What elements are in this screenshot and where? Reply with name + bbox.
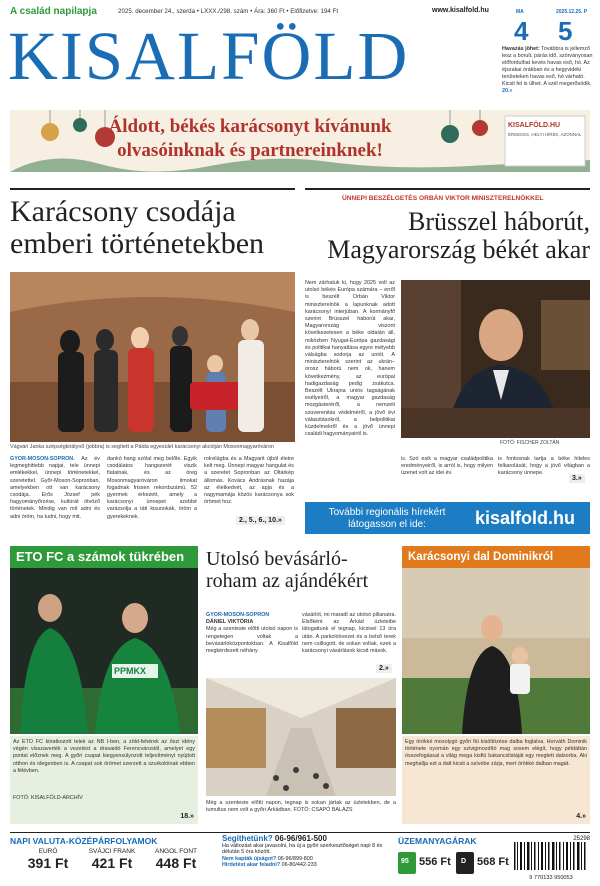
currency-value: 448 Ft <box>155 855 197 871</box>
banner-line-1: Áldott, békés karácsonyt kívánunk <box>108 116 392 137</box>
divider <box>10 832 590 833</box>
shopping-ref[interactable]: 2.» <box>376 664 392 673</box>
weather-text <box>502 46 594 95</box>
weather-ref: 20.» <box>502 88 513 94</box>
shopping-caption <box>206 800 396 824</box>
eto-ref[interactable]: 18.» <box>180 813 194 820</box>
eto-caption-box <box>10 736 198 824</box>
eto-box <box>10 546 198 824</box>
shopping-col1 <box>206 612 298 676</box>
story1-headline-line-1: Karácsony csodája <box>10 195 236 228</box>
story1-caption: Vágvári Janka szépségkirálynő (jobbra) is segített a Pálda egyesület karácsonyi akcióján Mosonmagyaróváron <box>10 444 274 450</box>
currency-eur <box>18 848 78 871</box>
promo-line-2: látogasson el ide: <box>348 519 426 530</box>
shopping-caption-text: Még a szenteste előtti napon, tegnap is sokan jártak az üzletekben, de a tumultus nem volt a győri Árkádban. <box>206 800 396 814</box>
help-title: Segíthetünk? <box>222 834 273 843</box>
promo-site[interactable]: kisalfold.hu <box>475 508 576 528</box>
barcode-top: 25298 <box>573 836 590 842</box>
fuel-value: 568 Ft <box>477 856 509 868</box>
shopping-photo <box>206 678 396 796</box>
currency-name: SVÁJCI FRANK <box>88 848 136 855</box>
banner-brand: KISALFÖLD.HU <box>508 122 561 129</box>
football-players-photo <box>10 568 198 734</box>
dominik-caption: Egy örökké mosolygó győri fiú kisöltözése dalba foglalva. Horváth Dominik története nyomán egy szívigmozdító mag sosem elégít, hogy példáttán összefogással a világ mega kisfiú bakancslistáját egy megtett dalsorba. Aki meghallja ezt a dalt kicsit a szívébe zárja, mert örökké dalban magát. <box>405 739 587 767</box>
weather-today-temp: 4 <box>514 16 529 46</box>
shopping-headline-line-1: Utolsó bevásárló- <box>206 548 348 570</box>
banner-brand-sub: ÉRDEKES, HELYI HÍREK, AZONNAL <box>508 132 582 137</box>
fuel-title: ÜZEMANYAGÁRAK <box>398 836 477 846</box>
weather-body: Továbbra is jellemző lesz a borult, párás idő, szórványosan előfordulhat kevés havas eső, hó. Az éjszakai órákban és a hegyvidéki területeken havas eső, hó várható. Kicsit fel is ülhet. A szél megerősödik. <box>502 46 593 87</box>
eto-photo <box>10 568 198 734</box>
story2-headline-line-2: Magyarország békét akar <box>327 235 590 264</box>
barcode-icon <box>512 842 590 872</box>
help-phone-2[interactable]: 06-80/442-233 <box>281 862 317 869</box>
help-label-1: Nem kapták újságot? <box>222 855 277 862</box>
story2-headline-line-1: Brüsszel háborút, <box>408 207 590 236</box>
christmas-banner <box>10 110 590 172</box>
family-group-photo <box>10 272 295 442</box>
help-phone[interactable]: 06-96/961-500 <box>274 834 327 843</box>
story2-col2: is. Szó esik a magyar családpolitika eredményeiről, is arról is, hogy milyen üzenet volt az idei év. <box>401 456 493 477</box>
story1-col1-text: Az év legmeghittebb napjai, tele ünnepi emlékekkel, ünnepi történetekkel, szeretettel. Győr-Moson-Sopronban, amelyekben ott van karácsony csodája. Erős József pék hagyományőrzése, kultúrát ötvöző történetek. Mindig van mit adni és adni öröm, ha tudni, hogy mit. <box>10 456 100 520</box>
eto-title: ETO FC a számok tükrében <box>10 546 198 568</box>
help-box <box>222 836 392 884</box>
story1-ref[interactable]: 2., 5., 6., 10.» <box>236 516 285 525</box>
help-text: Ha változást akar javasolni, ha új a győri szerkesztőséget napi 8 és délután 5 óra között. <box>222 842 383 856</box>
website[interactable]: www.kisalfold.hu <box>432 7 489 14</box>
shopping-author: DÁNIEL VIKTÓRIA <box>206 619 254 626</box>
dominik-photo <box>402 568 590 734</box>
weather-headline: Havazás jöhet: <box>502 46 540 52</box>
slogan: A család napilapja <box>10 6 97 17</box>
prime-minister-photo <box>401 280 590 438</box>
shopping-mall-photo <box>206 678 396 796</box>
divider <box>305 188 590 190</box>
shopping-location: GYŐR-MOSON-SOPRON <box>206 612 270 618</box>
fuel-box <box>398 836 508 884</box>
help-phone-1[interactable]: 06-96/899-800 <box>277 855 313 862</box>
currency-value: 421 Ft <box>91 855 133 871</box>
shopping-col1-text: Még a szenteste előtti utolsó napon is rengetegen voltak a bevásárlóközpontokban. A Kisalföld megkérdezett néhány <box>206 626 298 655</box>
help-label-2: Hirdetést akar feladni? <box>222 862 281 869</box>
story1-headline <box>10 196 300 260</box>
story2-photo <box>401 280 590 438</box>
date-line: 2025. december 24., szerda • LXXX./298. szám • Ára: 360 Ft • Előfizetve: 194 Ft <box>118 8 339 15</box>
divider <box>10 188 295 190</box>
story2-photo-credit: FOTÓ: FISCHER ZOLTÁN <box>500 440 560 446</box>
logo: KISALFÖLD <box>8 18 410 94</box>
dominik-caption-box <box>402 736 590 824</box>
story1-col2: dankó hang szólal meg belőle. Egyik csodálatos hangszerét viszik fiatalnak, és az öreg Mosonmagyaróváron ilmokat fogadnak frissen rekordszámú, 52 gyermek érkezett, amely a karácsonyi ünnepet szebbé varázsolja a táti kisunokák, öröm a gyerekeknek. <box>107 456 197 520</box>
story1-headline-line-2: emberi történetekben <box>10 227 265 260</box>
eto-caption: Az ETO FC kiiratkozott telek az NB I-ben, a zöld-fehérek az őszi idény végén visszaverték a vezetést a dravaidó Ferencvárostól, amelyet egy pontal előznek meg. A győri csapat kiegyensúlyozott teljesítményt nyújtott otthon és idegenben is. A csapat sok örömet szerzett a szurkolóinak ebben a félévben. <box>13 739 195 774</box>
story1-col1 <box>10 456 100 528</box>
banner-line-2: olvasóinknak és partnereinknek! <box>117 140 383 161</box>
help-line-1 <box>222 856 392 863</box>
dominik-title: Karácsonyi dal Dominikról <box>402 546 590 568</box>
fuel-badge: 95 <box>401 858 409 865</box>
barcode-number: 9 770133 950053 <box>529 875 573 881</box>
weather-tomorrow-label: 2025.12.25. P <box>556 9 588 15</box>
currency-gbp <box>146 848 206 871</box>
shopping-headline <box>206 548 396 592</box>
currency-title: NAPI VALUTA-KÖZÉPÁRFOLYAMOK <box>10 836 158 846</box>
weather-tomorrow-temp: 5 <box>558 16 573 46</box>
currency-chf <box>80 848 144 871</box>
currency-name: EURÓ <box>38 848 58 855</box>
shopping-headline-line-2: roham az ajándékért <box>206 570 369 592</box>
story1-photo <box>10 272 295 442</box>
weather-box <box>502 6 594 106</box>
shopping-col2: vásárlót, mi maradt az utolsó pillanatra. Elsőként az Árkád üzleteibe látogattunk el tegnap, kicsivel 13 óra után. A parkolóövezet és a belső terek nem csillogott, de sokan voltak, ezek a karácsonyi vásárlások kicsit mások. <box>302 612 396 655</box>
dominik-box <box>402 546 590 824</box>
barcode <box>512 836 590 884</box>
story2-headline <box>305 208 590 264</box>
promo-box[interactable] <box>305 502 590 534</box>
story2-col1: Nem zárhatuk ki, hogy 2025 volt az utolsó békés Európa számára – erről is beszélt Orbán Viktor miniszterelnök a lapunknak adott karácsonyi interjúban. A kormányfő szerint Brüsszel háborút akar, Magyarország viszont következetesen a béke oldalán áll, miközben Nyugat-Európa gazdasági és politikai hanyatlása egyre mélyebb válságba sodorja az uniót. A miniszterelnök szerint az ukrán–orosz háború nem ok, hanem következmény, az európai hadigazdaság pedig zsákutca. Beszélt Ukrajna uniós tagságának esélyeiről, a magyar gazdaság mozgásteréről, a nemzeti szuverenitás védelméről, a jövő évi választásokról, a belpolitikai küzdelmekről és a jövő ünnepi családi hagyományairól is. <box>305 280 395 438</box>
story2-kicker: ÜNNEPI BESZÉLGETÉS ORBÁN VIKTOR MINISZTERELNÖKKEL <box>342 195 544 202</box>
eto-credit: FOTÓ: KISALFÖLD-ARCHÍV <box>13 795 83 801</box>
mother-and-child-photo <box>402 568 590 734</box>
help-heading <box>222 836 392 843</box>
help-line-2 <box>222 862 392 869</box>
dominik-ref[interactable]: 4.» <box>576 813 586 820</box>
shopping-credit: FOTÓ: CSAPÓ BALÁZS <box>293 807 353 814</box>
eto-jersey-text: PPMKX <box>114 666 147 676</box>
fuel-badge: D <box>461 858 467 865</box>
fuel-value: 556 Ft <box>419 856 451 868</box>
story1-location: GYŐR-MOSON-SOPRON. <box>10 456 75 462</box>
story2-col3: is fontosnak tartja a béke hiteles felkarolását, hogy a jövő világban a karácsony ünnepe. <box>498 456 590 477</box>
promo-line-1: További regionális hírekért <box>328 507 446 518</box>
story1-col3: rokvilágba és a Magyarit újból életre kelt meg. Ünnepi magyar hangulat és a szeretet Sopronban az Oltárkép állomás. Kovács Andrásnak hazája az életkedvét, az apja és a nagymamája közös karácsonya sok örömet hoz. <box>204 456 294 506</box>
currency-name: ANGOL FONT <box>154 848 197 855</box>
weather-today-label: MA <box>516 9 524 15</box>
currency-value: 391 Ft <box>27 855 69 871</box>
currency-box <box>10 836 206 884</box>
story2-ref[interactable]: 3.» <box>569 474 585 483</box>
